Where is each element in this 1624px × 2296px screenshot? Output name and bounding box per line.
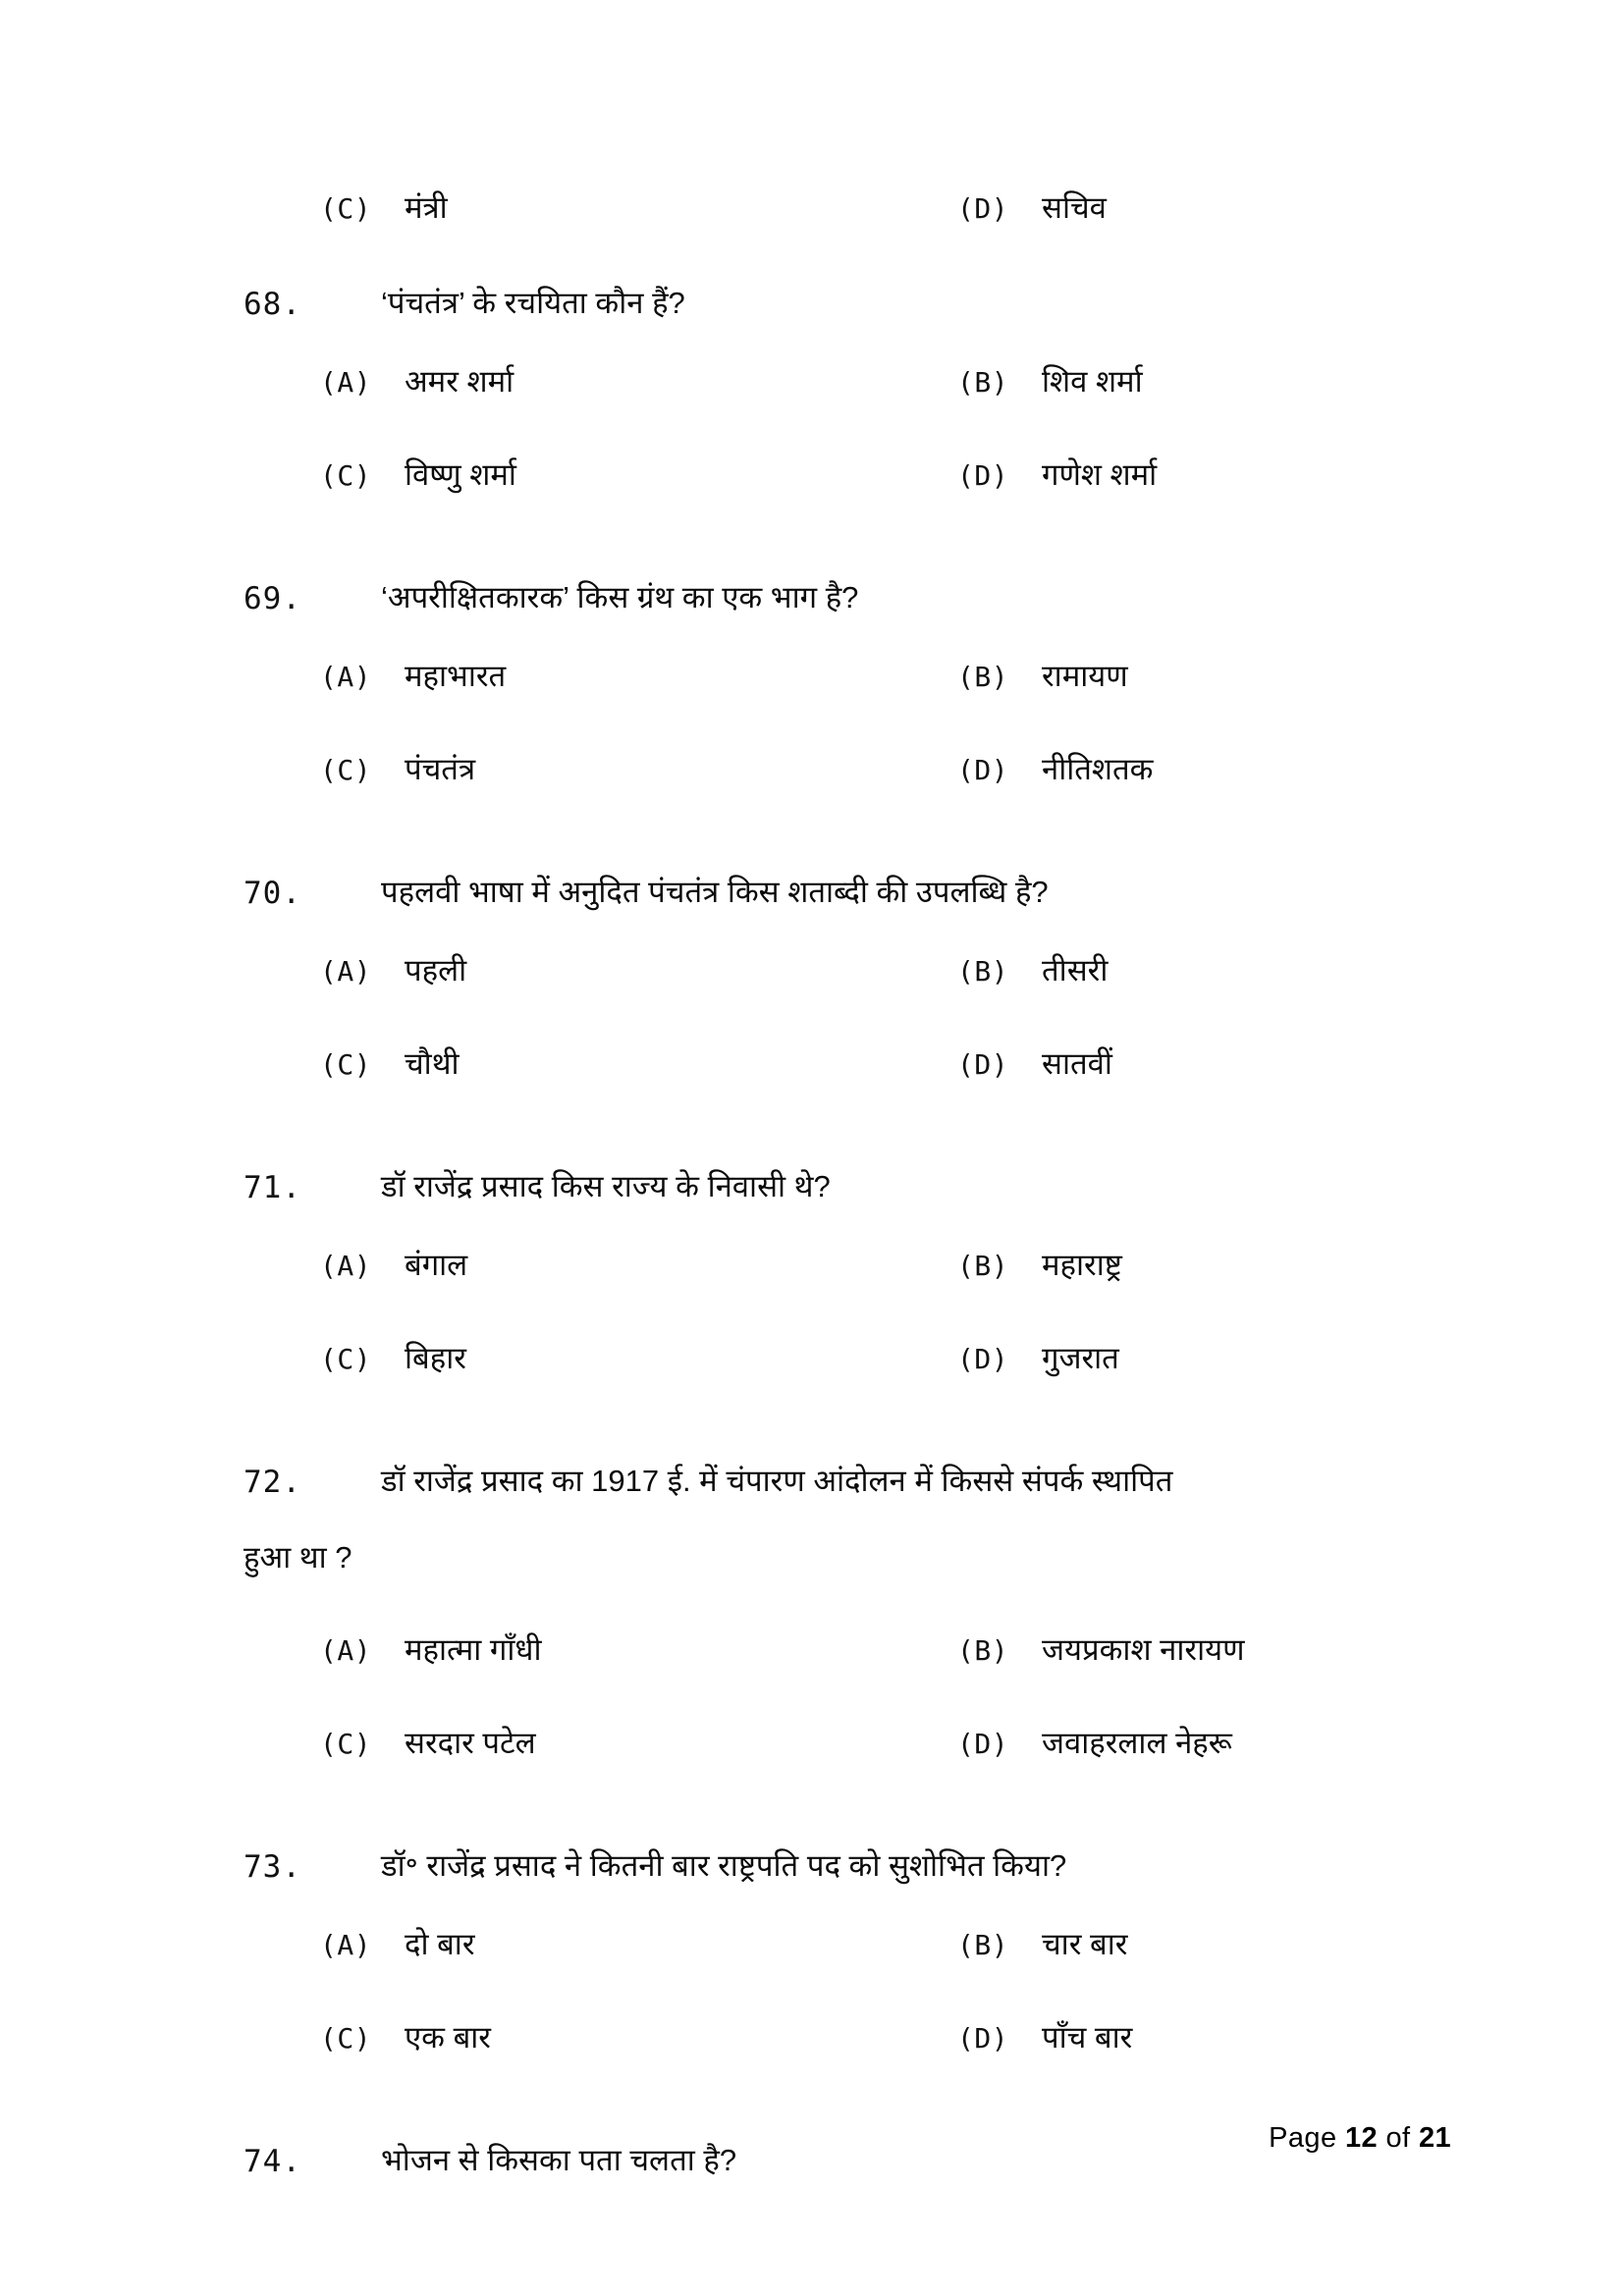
question-number: 74. [244,2144,301,2179]
option-c[interactable] [320,754,475,786]
option-label: (A) [320,955,372,988]
option-label: (B) [957,1929,1009,1961]
option-label: (D) [957,192,1009,225]
option-label: (B) [957,1250,1009,1282]
option-c[interactable] [320,2022,491,2055]
option-label: (C) [320,1728,372,1760]
question-text: ‘अपरीक्षितकारक’ किस ग्रंथ का एक भाग है? [381,580,859,614]
option-row [0,955,1624,1016]
option-a[interactable] [320,955,466,988]
option-text: महात्मा गाँधी [405,1632,542,1667]
option-b[interactable] [957,661,1128,693]
option-label: (C) [320,1048,372,1081]
option-d[interactable] [957,1343,1119,1375]
option-row [0,459,1624,520]
option-row [0,2022,1624,2083]
option-label: (C) [320,1343,372,1375]
option-label: (B) [957,955,1009,988]
option-text: विष्णु शर्मा [405,457,516,492]
option-text: जवाहरलाल नेहरू [1042,1726,1232,1760]
footer-current-page: 12 [1344,2122,1378,2154]
question-number: 73. [244,1849,301,1885]
option-text: बिहार [405,1341,466,1375]
option-text: गुजरात [1042,1341,1119,1375]
question-text: डॉ॰ राजेंद्र प्रसाद ने कितनी बार राष्ट्रपति पद को सुशोभित किया? [381,1848,1067,1883]
option-c[interactable] [320,1048,460,1081]
footer-total-pages: 21 [1418,2122,1451,2154]
option-b[interactable] [957,1929,1127,1961]
option-text: चार बार [1042,1927,1128,1961]
option-a[interactable] [320,1929,475,1961]
option-label: (D) [957,1048,1009,1081]
option-text: दो बार [405,1927,475,1961]
option-text: शिव शर्मा [1042,364,1143,399]
option-row [0,1929,1624,1990]
option-text: अमर शर्मा [405,364,514,399]
option-c[interactable] [320,459,516,492]
option-label: (B) [957,661,1009,693]
option-row [0,1048,1624,1109]
option-text: एक बार [405,2020,491,2055]
option-row [0,1250,1624,1310]
option-row [0,754,1624,815]
option-d[interactable] [957,459,1157,492]
option-label: (D) [957,1728,1009,1760]
option-row [0,1728,1624,1789]
question-text: भोजन से किसका पता चलता है? [381,2143,737,2177]
option-d[interactable] [957,1728,1232,1760]
option-c[interactable] [320,1343,466,1375]
option-row [0,1634,1624,1695]
option-label: (D) [957,2022,1009,2055]
option-label: (A) [320,1250,372,1282]
page-footer [1269,2122,1451,2155]
option-text: पाँच बार [1042,2020,1133,2055]
option-text: सातवीं [1042,1046,1112,1081]
option-text: नीतिशतक [1042,752,1154,786]
option-text: बंगाल [405,1248,468,1282]
footer-prefix: Page [1269,2122,1337,2154]
option-row [0,1343,1624,1404]
option-b[interactable] [957,1250,1122,1282]
question-text-line2: हुआ था ? [244,1540,352,1575]
option-text: तीसरी [1042,953,1109,988]
option-label: (A) [320,366,372,399]
question-number: 70. [244,876,301,911]
option-text: सरदार पटेल [405,1726,536,1760]
option-label: (A) [320,661,372,693]
option-text: पंचतंत्र [405,752,476,786]
option-c[interactable] [320,192,448,225]
question-number: 68. [244,287,301,322]
option-d[interactable] [957,754,1154,786]
option-a[interactable] [320,366,514,399]
option-label: (A) [320,1634,372,1667]
option-text: महाराष्ट्र [1042,1248,1122,1282]
option-label: (C) [320,754,372,786]
option-text: सचिव [1042,190,1107,225]
option-row [0,366,1624,427]
question-number: 71. [244,1170,301,1205]
option-a[interactable] [320,661,506,693]
option-label: (C) [320,459,372,492]
question-number: 69. [244,581,301,616]
option-row [0,661,1624,721]
option-text: मंत्री [405,190,448,225]
option-text: महाभारत [405,659,507,693]
option-text: रामायण [1042,659,1128,693]
option-text: जयप्रकाश नारायण [1042,1632,1245,1667]
option-label: (B) [957,1634,1009,1667]
question-number: 72. [244,1465,301,1500]
option-label: (B) [957,366,1009,399]
option-b[interactable] [957,366,1143,399]
option-a[interactable] [320,1634,542,1667]
option-row [0,192,1624,253]
option-label: (D) [957,754,1009,786]
option-label: (D) [957,1343,1009,1375]
option-label: (C) [320,2022,372,2055]
option-d[interactable] [957,1048,1112,1081]
option-text: पहली [405,953,467,988]
question-text: पहलवी भाषा में अनुदित पंचतंत्र किस शताब्दी की उपलब्धि है? [381,875,1049,909]
option-text: चौथी [405,1046,460,1081]
question-text: डॉ राजेंद्र प्रसाद का 1917 ई. में चंपारण आंदोलन में किससे संपर्क स्थापित [381,1464,1173,1498]
option-d[interactable] [957,192,1107,225]
option-text: गणेश शर्मा [1042,457,1158,492]
option-b[interactable] [957,1634,1245,1667]
footer-of: of [1385,2122,1411,2154]
option-label: (C) [320,192,372,225]
option-b[interactable] [957,955,1108,988]
option-a[interactable] [320,1250,467,1282]
question-text: ‘पंचतंत्र’ के रचयिता कौन हैं? [381,286,685,320]
question-text: डॉ राजेंद्र प्रसाद किस राज्य के निवासी थे? [381,1169,831,1203]
option-label: (D) [957,459,1009,492]
option-d[interactable] [957,2022,1132,2055]
option-c[interactable] [320,1728,536,1760]
option-label: (A) [320,1929,372,1961]
